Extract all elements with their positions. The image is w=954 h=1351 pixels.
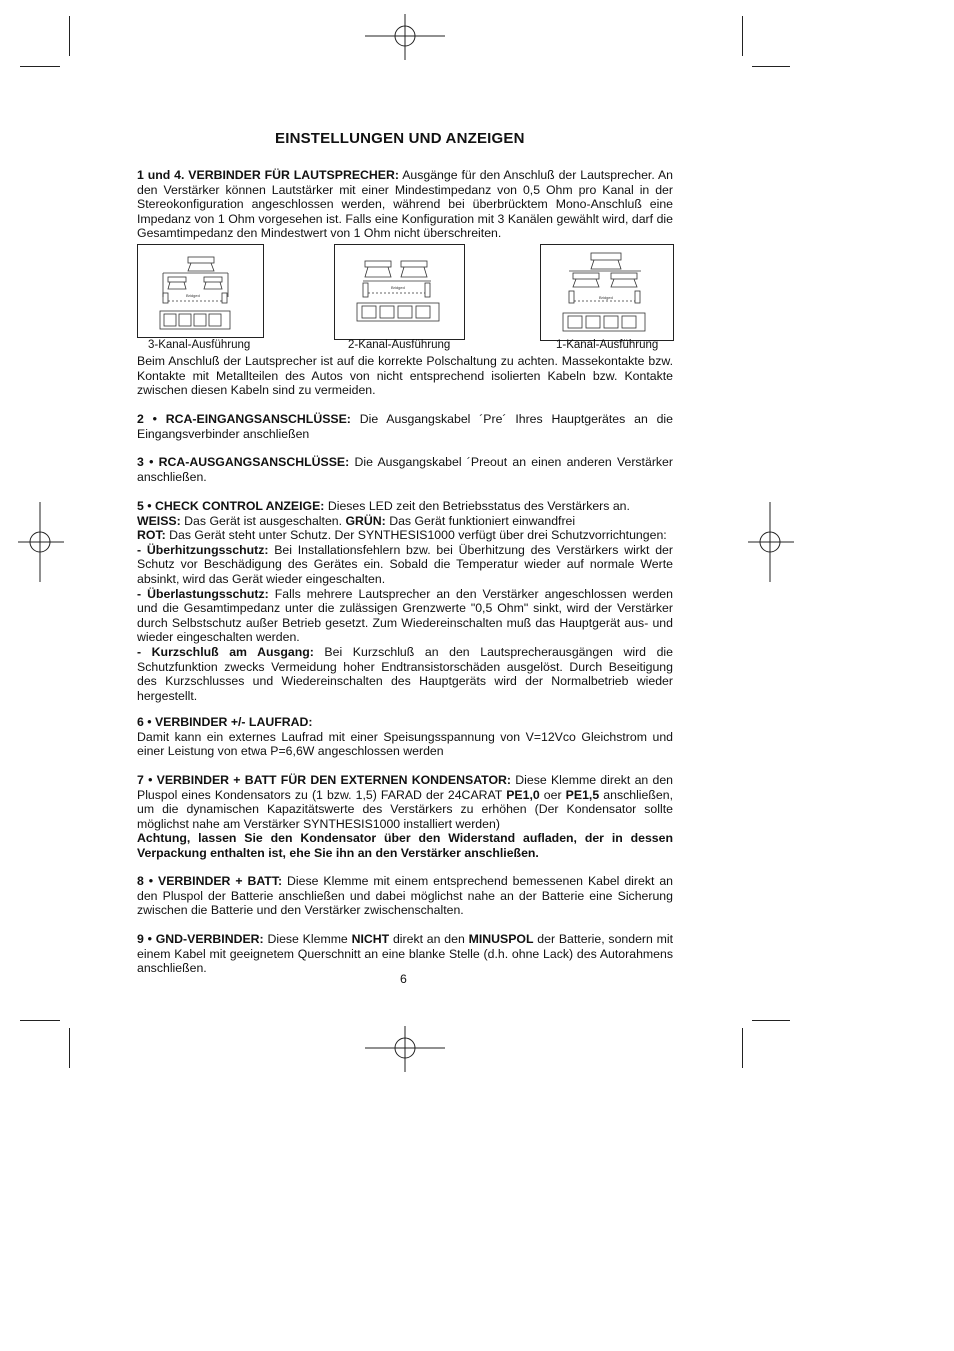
section-heading: 9 • GND-VERBINDER: xyxy=(137,932,264,946)
wiring-diagram-2-channel xyxy=(334,244,465,340)
section-gnd-connector xyxy=(137,932,673,976)
status-green-text: Das Gerät funktioniert einwandfrei xyxy=(389,513,576,528)
status-green-label: GRÜN: xyxy=(345,513,386,528)
diagram-1-channel-drawing xyxy=(541,245,673,340)
crop-mark xyxy=(20,1020,60,1021)
emphasis-nicht: NICHT xyxy=(351,932,390,946)
section-text: Dieses LED zeit den Betriebsstatus des Verstärkers an. xyxy=(327,499,630,513)
section-rca-inputs xyxy=(137,412,673,441)
page-title: EINSTELLUNGEN UND ANZEIGEN xyxy=(275,130,525,147)
section-rca-outputs xyxy=(137,455,673,484)
section-text: anschließen, um die dynamischen Kapazitätswerte des Verstärkers zu erhöhen (Der Kondensator sollte möglichst nahe am Verstärker SYNTHESIS1000 installiert werden) xyxy=(137,787,673,831)
section-heading: 7 • VERBINDER + BATT FÜR DEN EXTERNEN KONDENSATOR: xyxy=(137,773,512,787)
bridged-label: Bridged xyxy=(391,285,405,290)
registration-mark-top xyxy=(365,14,445,60)
crop-mark xyxy=(69,16,70,56)
wiring-diagram-3-channel xyxy=(137,244,264,338)
model-pe15: PE1,5 xyxy=(565,787,600,802)
crop-mark xyxy=(752,1020,790,1021)
registration-mark-right xyxy=(748,502,794,582)
capacitor-warning: Achtung, lassen Sie den Kondensator über den Widerstand aufladen, der in dessen Verpackung enthalten ist, ehe Sie ihn an den Verstärker anschließen. xyxy=(137,831,673,860)
registration-mark-left xyxy=(18,502,64,582)
overload-label: - Überlastungsschutz: xyxy=(137,586,269,601)
wiring-diagram-1-channel xyxy=(540,244,674,341)
crop-mark xyxy=(742,1028,743,1068)
diagram-3-channel-drawing xyxy=(138,245,263,337)
section-batt-connector xyxy=(137,874,673,918)
section-heading: 2 • RCA-EINGANGSANSCHLÜSSE: xyxy=(137,412,351,426)
diagram-2-channel-drawing xyxy=(335,245,464,339)
model-pe10: PE1,0 xyxy=(506,787,540,802)
section-capacitor-connector xyxy=(137,773,673,861)
page-number: 6 xyxy=(400,972,407,986)
polarity-note: Beim Anschluß der Lautsprecher ist auf die korrekte Polschaltung zu achten. Massekontakte bzw. Kontakte mit Metallteilen des Autos von nicht entsprechend isolierten Kabeln bzw. Kontakte zwischen diesen Kabeln sind zu vermeiden. xyxy=(137,354,673,398)
bridged-label: Bridged xyxy=(186,293,200,298)
caption-3-channel: 3-Kanal-Ausführung xyxy=(148,339,251,351)
crop-mark xyxy=(69,1028,70,1068)
section-heading: 6 • VERBINDER +/- LAUFRAD: xyxy=(137,715,313,729)
section-text: Diese Klemme direkt an den Pluspol eines Kondensators zu (1 bzw. 1,5) FARAD der 24CARAT xyxy=(137,773,674,802)
registration-mark-bottom xyxy=(365,1026,445,1072)
short-circuit-text: Bei Kurzschluß an den Lautsprecherausgängen wird die Schutzfunktion zwecks Vermeidung hoher Endtransistorschäden ausgelöst. Durch Beseitigung des Kurzschlusses und Wiedereinschalten des Hauptgeräts wird der Normalbetrieb wieder hergestellt. xyxy=(137,644,673,703)
section-heading: 8 • VERBINDER + BATT: xyxy=(137,874,283,888)
section-text: Damit kann ein externes Laufrad mit einer Speisungsspannung von V=12Vco Gleichstrom und einer Leistung von etwa P=6,6W angeschlossen werden xyxy=(137,729,673,759)
caption-1-channel: 1-Kanal-Ausführung xyxy=(556,339,659,351)
section-text: Ausgänge für den Anschluß der Lautsprecher. An den Verstärker können Lautstärker mit einer Mindestimpedanz von 0,5 Ohm pro Kanal in der Stereokonfiguration angeschlossen werden, während bei überbrücktem Mono-Anschluß eine Impedanz von 1 Ohm vorgesehen ist. Falls eine Konfiguration mit 3 Kanälen gewählt wird, darf die Gesamtimpedanz den Mindestwert von 1 Ohm nicht überschreiten. xyxy=(137,168,673,241)
crop-mark xyxy=(20,66,60,67)
bridged-label: Bridged xyxy=(599,295,613,300)
section-text: direkt an den xyxy=(392,932,465,946)
section-text: Die Ausgangskabel ´Preout an einen anderen Verstärker anschließen. xyxy=(137,455,673,484)
caption-2-channel: 2-Kanal-Ausführung xyxy=(348,339,451,351)
section-speaker-connectors xyxy=(137,168,673,241)
overheat-text: Bei Installationsfehlern bzw. bei Überhitzung des Verstärkers wirkt der Schutz vor Beschädigung des Gerätes ein. Sobald die Temperatur wieder auf normale Werte absinkt, wird das Gerät wieder eingeschalten. xyxy=(137,542,673,586)
section-heading: 3 • RCA-AUSGANGSANSCHLÜSSE: xyxy=(137,455,350,469)
section-fan-connector xyxy=(137,715,673,759)
section-check-control xyxy=(137,499,673,703)
status-red-label: ROT: xyxy=(137,528,166,543)
status-white-label: WEISS: xyxy=(137,513,181,528)
crop-mark xyxy=(752,66,790,67)
section-text: Diese Klemme mit einem entsprechend bemessenen Kabel direkt an den Pluspol der Batterie anschließen und dabei möglichst nahe an der Batterie eine Sicherung zwischen die Batterie und den Verstärker zwischenschalten. xyxy=(137,874,673,918)
emphasis-minuspol: MINUSPOL xyxy=(468,932,534,946)
overheat-label: - Überhitzungsschutz: xyxy=(137,542,269,557)
section-heading: 1 und 4. VERBINDER FÜR LAUTSPRECHER: xyxy=(137,168,399,182)
crop-mark xyxy=(742,16,743,56)
overload-text: Falls mehrere Lautsprecher an den Verstärker angeschlossen werden und die Gesamtimpedanz unter die zulässigen Grenzwerte "0,5 Ohm" sinkt, wird der Verstärker durch Selbstschutz außer Betrieb gesetzt. Zum Wiedereinschalten muß das Hauptgerät aus- und wieder eingeschalten werden. xyxy=(137,586,673,645)
status-red-text: Das Gerät steht unter Schutz. Der SYNTHESIS1000 verfügt über drei Schutzvorrichtungen: xyxy=(169,528,667,543)
status-white-text: Das Gerät ist ausgeschalten. xyxy=(184,513,343,528)
section-heading: 5 • CHECK CONTROL ANZEIGE: xyxy=(137,499,325,513)
section-text: der Batterie, sondern mit einem Kabel mit geeignetem Querschnitt an eine blanke Stelle (d.h. ohne Lack) des Autorahmens anschließen. xyxy=(137,932,674,976)
short-circuit-label: - Kurzschluß am Ausgang: xyxy=(137,644,314,659)
conjunction: oer xyxy=(543,787,562,802)
section-text: Diese Klemme xyxy=(267,932,348,946)
section-text: Die Ausgangskabel ´Pre´ Ihres Hauptgerätes an die Eingangsverbinder anschließen xyxy=(137,412,673,441)
